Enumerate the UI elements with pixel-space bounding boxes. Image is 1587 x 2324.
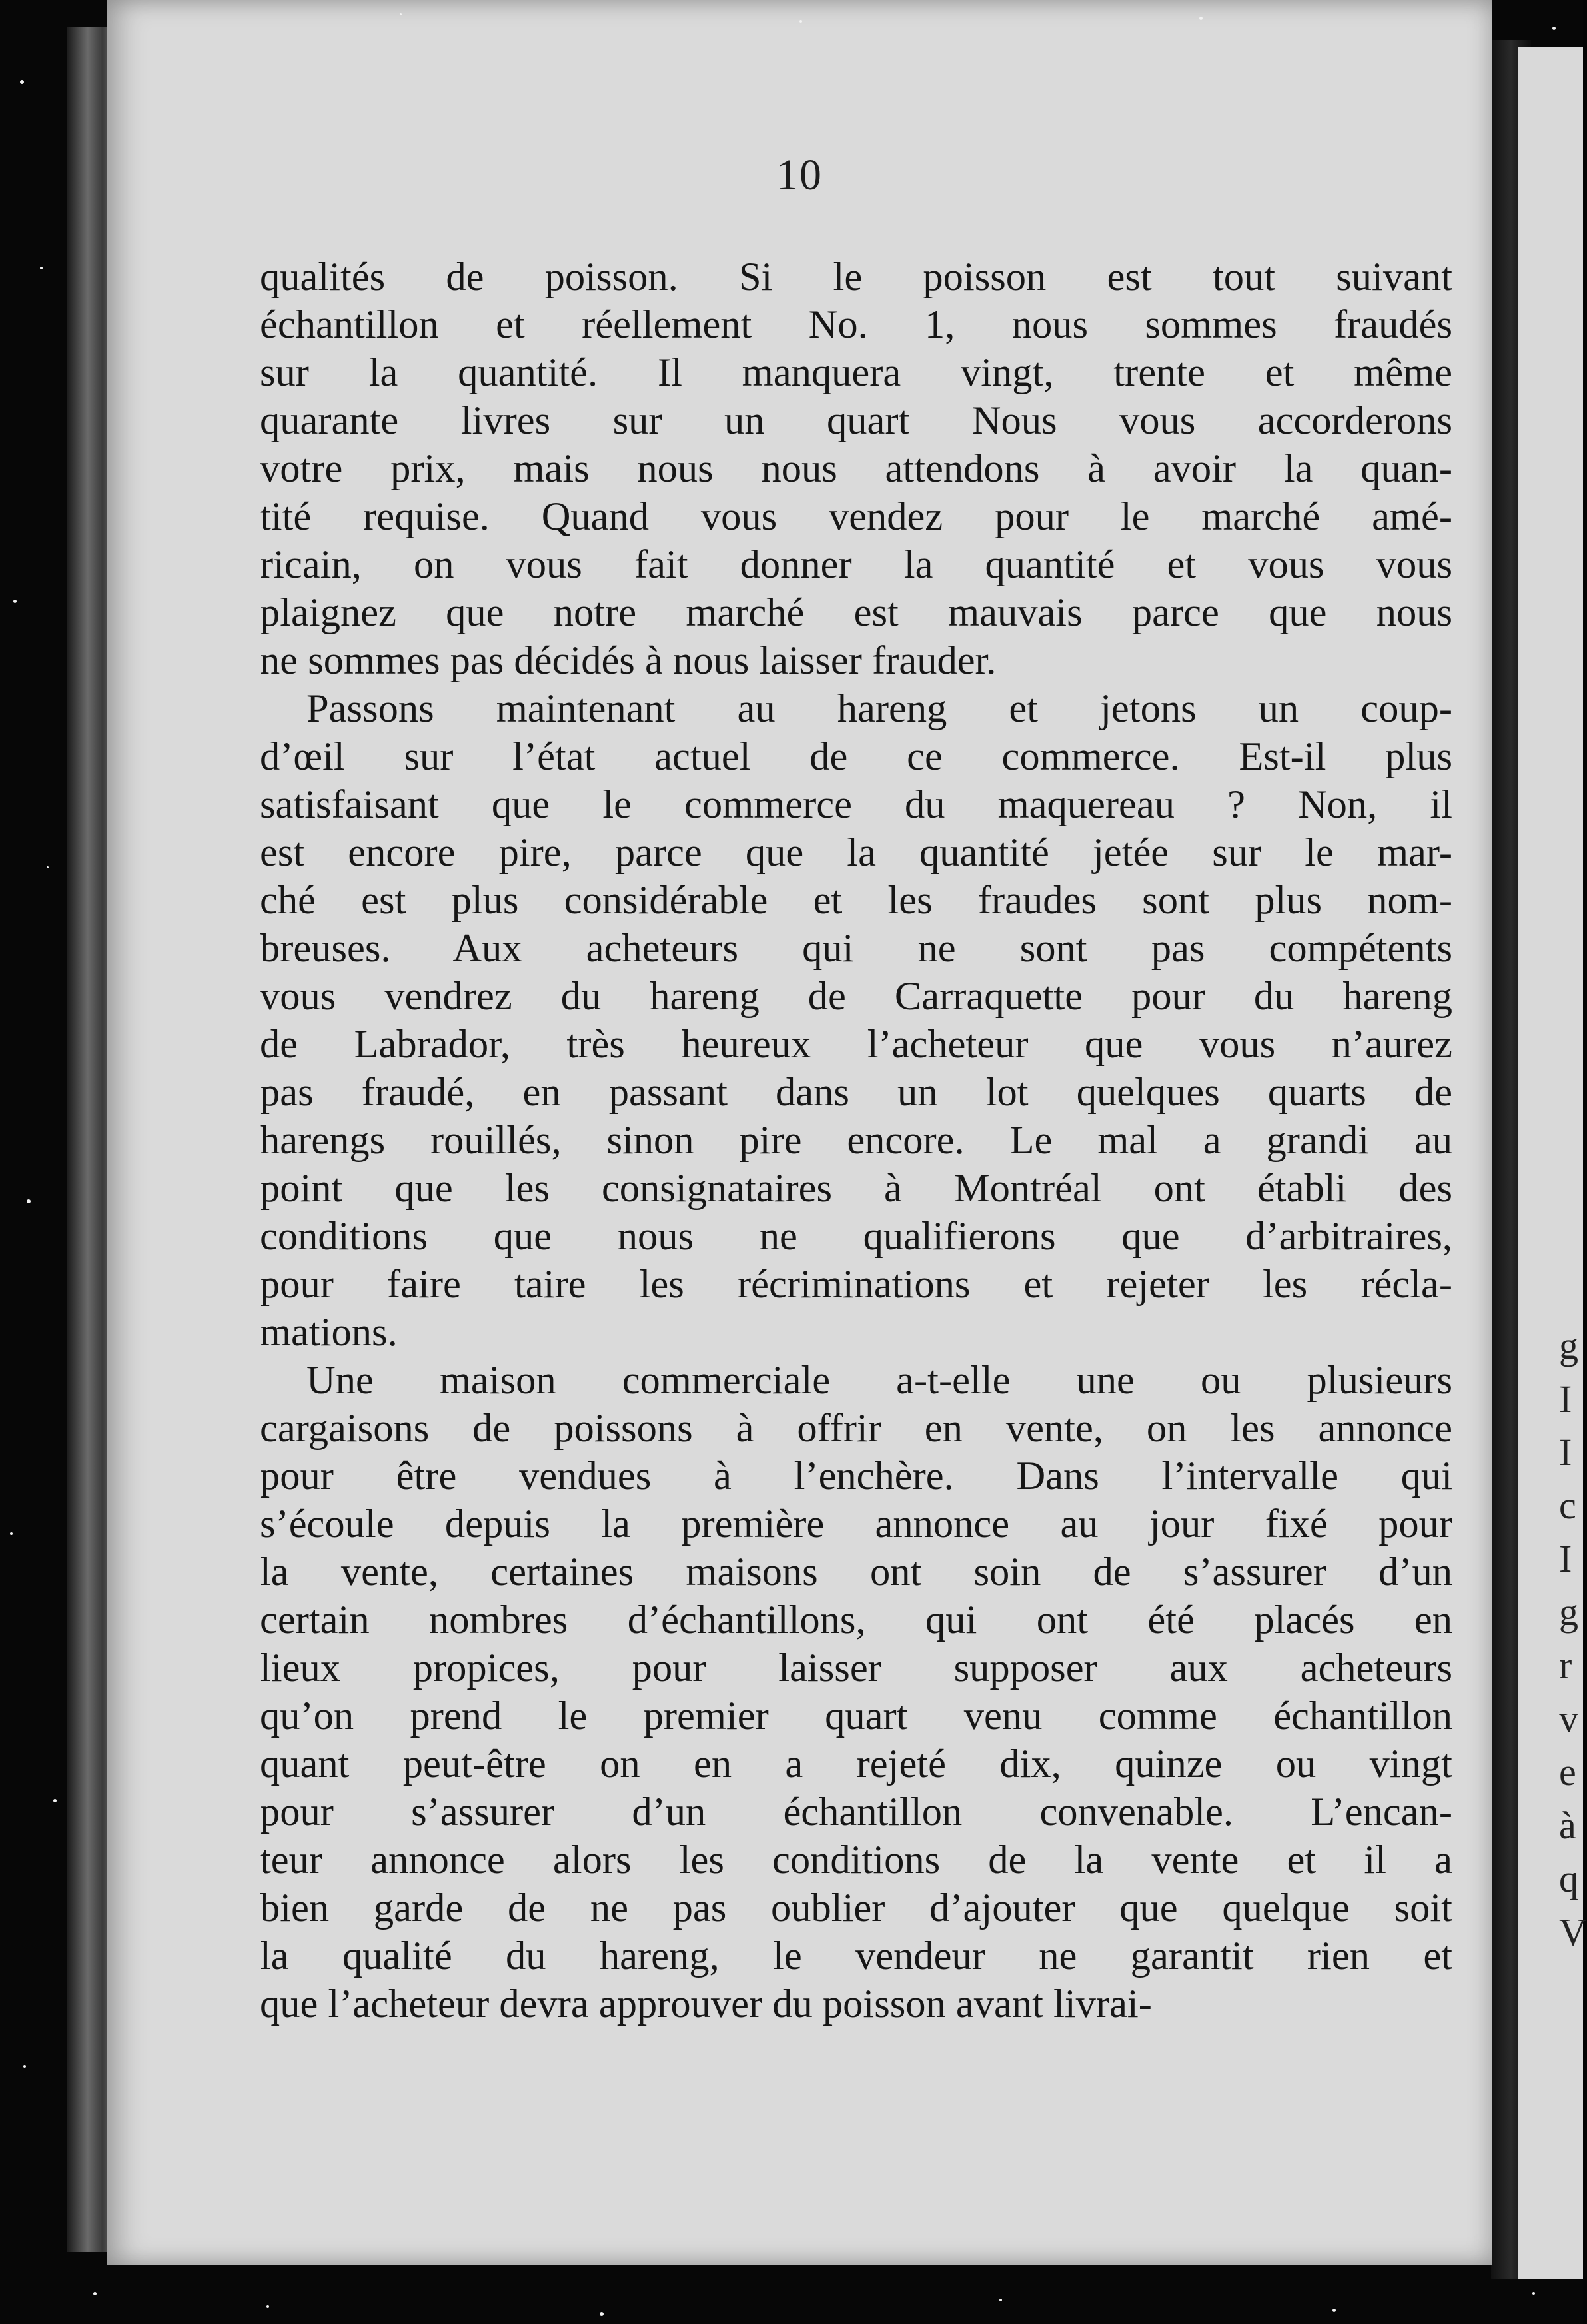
- text-line: qualités de poisson. Si le poisson est tout suivant: [260, 255, 1452, 299]
- text-line: qu’on prend le premier quart venu comme échantillon: [260, 1694, 1452, 1738]
- scan-speck: [47, 866, 49, 868]
- text-line: quarante livres sur un quart Nous vous accorderons: [260, 398, 1452, 443]
- scan-speck: [1332, 2309, 1336, 2312]
- text-line: sur la quantité. Il manquera vingt, trente et même: [260, 350, 1452, 395]
- facing-page-letter: r: [1559, 1644, 1572, 1687]
- text-line: breuses. Aux acheteurs qui ne sont pas compétents: [260, 926, 1452, 971]
- text-line: Une maison commerciale a-t-elle une ou plusieurs: [306, 1358, 1452, 1403]
- text-line: pour s’assurer d’un échantillon convenable. L’encan-: [260, 1790, 1452, 1834]
- text-line: ricain, on vous fait donner la quantité et vous vous: [260, 542, 1452, 587]
- scan-speck: [400, 13, 402, 15]
- text-line: cargaisons de poissons à offrir en vente, on les annonce: [260, 1406, 1452, 1451]
- text-line: quant peut-être on en a rejeté dix, quinze ou vingt: [260, 1742, 1452, 1786]
- text-line: la qualité du hareng, le vendeur ne garantit rien et: [260, 1934, 1452, 1978]
- page-number: 10: [776, 151, 823, 199]
- facing-page-letter: I: [1559, 1377, 1572, 1421]
- facing-page-letter: g: [1559, 1590, 1578, 1634]
- facing-page-fragments: [1559, 1319, 1587, 1959]
- text-line: mations.: [260, 1310, 398, 1355]
- text-line: est encore pire, parce que la quantité jetée sur le mar-: [260, 830, 1452, 875]
- text-line: de Labrador, très heureux l’acheteur que vous n’aurez: [260, 1022, 1452, 1067]
- text-line: satisfaisant que le commerce du maquereau ? Non, il: [260, 782, 1452, 827]
- scan-speck: [40, 267, 43, 269]
- text-line: harengs rouillés, sinon pire encore. Le mal a grandi au: [260, 1118, 1452, 1163]
- facing-page-letter: v: [1559, 1697, 1578, 1740]
- body-text: [260, 253, 1452, 2028]
- scan-speck: [1532, 2292, 1535, 2295]
- scan-speck: [999, 2299, 1002, 2301]
- text-line: tité requise. Quand vous vendez pour le marché amé-: [260, 494, 1452, 539]
- paragraph: [260, 1357, 1452, 2028]
- text-line: pour faire taire les récriminations et rejeter les récla-: [260, 1262, 1452, 1307]
- text-line: certain nombres d’échantillons, qui ont été placés en: [260, 1598, 1452, 1642]
- text-line: que l’acheteur devra approuver du poisson avant livrai-: [260, 1982, 1152, 2026]
- text-line: lieux propices, pour laisser supposer aux acheteurs: [260, 1646, 1452, 1690]
- paragraph: [260, 685, 1452, 1357]
- text-line: plaignez que notre marché est mauvais parce que nous: [260, 590, 1452, 635]
- text-line: Passons maintenant au hareng et jetons un coup-: [306, 686, 1452, 731]
- text-line: conditions que nous ne qualifierons que d’arbitraires,: [260, 1214, 1452, 1259]
- text-line: point que les consignataires à Montréal ont établi des: [260, 1166, 1452, 1211]
- facing-page-letter: e: [1559, 1750, 1576, 1794]
- facing-page-letter: q: [1559, 1857, 1578, 1900]
- text-line: ne sommes pas décidés à nous laisser frauder.: [260, 638, 997, 683]
- scan-speck: [13, 600, 17, 603]
- scan-speck: [53, 1799, 57, 1802]
- text-line: teur annonce alors les conditions de la vente et il a: [260, 1838, 1452, 1882]
- paragraph: [260, 253, 1452, 685]
- scan-speck: [1552, 27, 1556, 30]
- scan-speck: [93, 2292, 97, 2295]
- text-line: votre prix, mais nous nous attendons à avoir la quan-: [260, 446, 1452, 491]
- scan-speck: [27, 1199, 31, 1203]
- facing-page-letter: c: [1559, 1484, 1576, 1527]
- scan-speck: [10, 1532, 13, 1535]
- book-page: [107, 0, 1492, 2265]
- facing-page-letter: V: [1559, 1910, 1587, 1954]
- text-line: s’écoule depuis la première annonce au jour fixé pour: [260, 1502, 1452, 1546]
- scan-speck: [266, 2305, 269, 2308]
- scan-speck: [799, 20, 802, 23]
- scan-speck: [1199, 17, 1203, 20]
- facing-page-letter: g: [1559, 1324, 1578, 1367]
- text-line: bien garde de ne pas oublier d’ajouter que quelque soit: [260, 1886, 1452, 1930]
- scan-speck: [23, 2065, 26, 2068]
- facing-page-letter: à: [1559, 1804, 1576, 1847]
- text-line: vous vendrez du hareng de Carraquette pour du hareng: [260, 974, 1452, 1019]
- text-line: pour être vendues à l’enchère. Dans l’intervalle qui: [260, 1454, 1452, 1498]
- text-line: échantillon et réellement No. 1, nous sommes fraudés: [260, 302, 1452, 347]
- scan-speck: [600, 2312, 604, 2316]
- facing-page-letter: I: [1559, 1537, 1572, 1580]
- text-line: ché est plus considérable et les fraudes sont plus nom-: [260, 878, 1452, 923]
- scan-speck: [20, 80, 24, 84]
- text-line: pas fraudé, en passant dans un lot quelques quarts de: [260, 1070, 1452, 1115]
- text-line: d’œil sur l’état actuel de ce commerce. Est-il plus: [260, 734, 1452, 779]
- facing-page-letter: I: [1559, 1431, 1572, 1474]
- text-line: la vente, certaines maisons ont soin de s’assurer d’un: [260, 1550, 1452, 1594]
